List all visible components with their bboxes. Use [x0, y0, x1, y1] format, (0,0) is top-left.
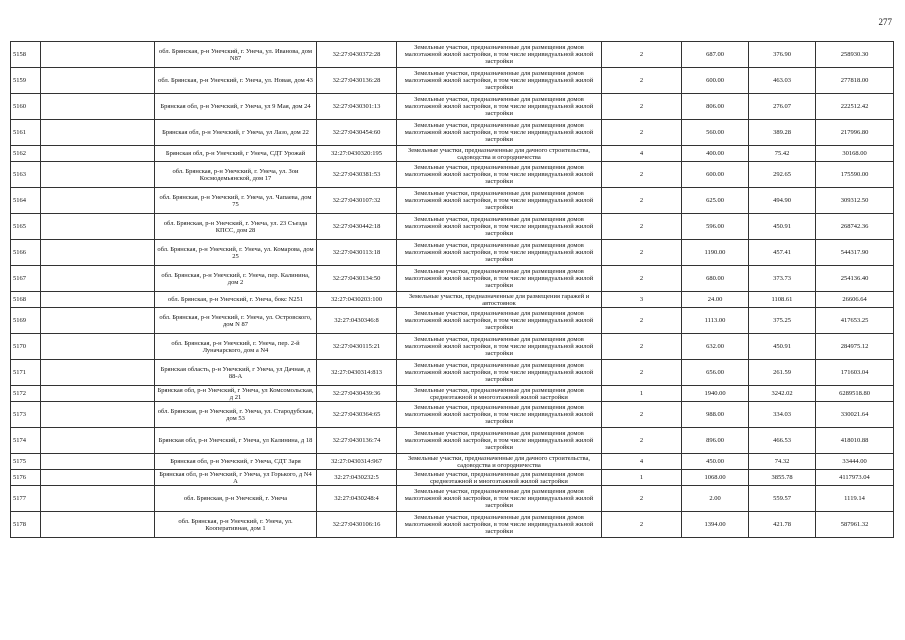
row-number: 5175 — [11, 454, 41, 470]
row-number: 5168 — [11, 292, 41, 308]
spacer-cell — [41, 214, 155, 240]
group-number-cell: 2 — [602, 162, 682, 188]
spacer-cell — [41, 68, 155, 94]
spacer-cell — [41, 512, 155, 538]
address-cell: Брянская обл, р-н Унечский, г Унеча, ул Комсомольская, д 21 — [155, 386, 317, 402]
land-use-cell: Земельные участки, предназначенные для размещения домов малоэтажной жилой застройки, в том числе индивидуальной жилой застройки — [397, 94, 602, 120]
area-cell: 596.00 — [682, 214, 749, 240]
address-cell: обл. Брянская, р-н Унечский, г. Унеча, ул. Новая, дом 43 — [155, 68, 317, 94]
group-number-cell: 2 — [602, 188, 682, 214]
table-row — [11, 188, 894, 214]
land-use-cell: Земельные участки, предназначенные для размещения домов малоэтажной жилой застройки, в том числе индивидуальной жилой застройки — [397, 266, 602, 292]
table-row — [11, 334, 894, 360]
cadastral-value-cell: 268742.36 — [816, 214, 894, 240]
group-number-cell: 3 — [602, 292, 682, 308]
table-row — [11, 470, 894, 486]
specific-value-cell: 292.65 — [749, 162, 816, 188]
specific-value-cell: 457.41 — [749, 240, 816, 266]
cadastral-value-cell: 26606.64 — [816, 292, 894, 308]
specific-value-cell: 389.28 — [749, 120, 816, 146]
land-use-cell: Земельные участки, предназначенные для размещения домов малоэтажной жилой застройки, в том числе индивидуальной жилой застройки — [397, 214, 602, 240]
table-row — [11, 386, 894, 402]
address-cell: обл. Брянская, р-н Унечский, г. Унеча, ул. Островского, дом N 87 — [155, 308, 317, 334]
group-number-cell: 2 — [602, 94, 682, 120]
spacer-cell — [41, 266, 155, 292]
specific-value-cell: 3242.02 — [749, 386, 816, 402]
cadastral-number-cell: 32:27:0430203:100 — [317, 292, 397, 308]
table-row — [11, 266, 894, 292]
table-row — [11, 308, 894, 334]
row-number: 5173 — [11, 402, 41, 428]
row-number: 5165 — [11, 214, 41, 240]
group-number-cell: 4 — [602, 454, 682, 470]
cadastral-number-cell: 32:27:0430301:13 — [317, 94, 397, 120]
land-use-cell: Земельные участки, предназначенные для размещения домов среднеэтажной и многоэтажной жилой застройки — [397, 470, 602, 486]
land-use-cell: Земельные участки, предназначенные для размещения домов малоэтажной жилой застройки, в том числе индивидуальной жилой застройки — [397, 402, 602, 428]
group-number-cell: 2 — [602, 266, 682, 292]
group-number-cell: 2 — [602, 428, 682, 454]
row-number: 5174 — [11, 428, 41, 454]
spacer-cell — [41, 120, 155, 146]
area-cell: 2.00 — [682, 486, 749, 512]
area-cell: 24.00 — [682, 292, 749, 308]
address-cell: Брянская обл, р-н Унечский, г Унеча, СДТ Заря — [155, 454, 317, 470]
land-use-cell: Земельные участки, предназначенные для дачного строительства, садоводства и огородничества — [397, 146, 602, 162]
group-number-cell: 2 — [602, 334, 682, 360]
cadastral-number-cell: 32:27:0430381:53 — [317, 162, 397, 188]
area-cell: 1068.00 — [682, 470, 749, 486]
address-cell: обл. Брянская, р-н Унечский, г. Унеча, ул. Кооперативная, дом 1 — [155, 512, 317, 538]
address-cell: обл. Брянская, р-н Унечский, г. Унеча, ул. Иванова, дом N87 — [155, 42, 317, 68]
spacer-cell — [41, 334, 155, 360]
cadastral-value-cell: 30168.00 — [816, 146, 894, 162]
specific-value-cell: 75.42 — [749, 146, 816, 162]
address-cell: обл. Брянская, р-н Унечский, г. Унеча, ул. Зои Космодемьянской, дом 17 — [155, 162, 317, 188]
area-cell: 600.00 — [682, 162, 749, 188]
group-number-cell: 2 — [602, 486, 682, 512]
spacer-cell — [41, 292, 155, 308]
area-cell: 625.00 — [682, 188, 749, 214]
table-row — [11, 120, 894, 146]
address-cell: Брянская обл, р-н Унечский, г Унеча, ул Горького, д N4 А — [155, 470, 317, 486]
area-cell: 450.00 — [682, 454, 749, 470]
cadastral-value-cell: 217996.80 — [816, 120, 894, 146]
cadastral-number-cell: 32:27:0430134:50 — [317, 266, 397, 292]
area-cell: 1190.00 — [682, 240, 749, 266]
cadastral-number-cell: 32:27:0430248:4 — [317, 486, 397, 512]
address-cell: обл. Брянская, р-н Унечский, г. Унеча, бокс N251 — [155, 292, 317, 308]
cadastral-number-cell: 32:27:0430372:28 — [317, 42, 397, 68]
row-number: 5159 — [11, 68, 41, 94]
spacer-cell — [41, 454, 155, 470]
group-number-cell: 1 — [602, 386, 682, 402]
land-use-cell: Земельные участки, предназначенные для размещения домов малоэтажной жилой застройки, в том числе индивидуальной жилой застройки — [397, 120, 602, 146]
cadastral-value-cell: 418010.88 — [816, 428, 894, 454]
specific-value-cell: 276.07 — [749, 94, 816, 120]
address-cell: обл. Брянская, р-н Унечский, г. Унеча, пер. Калинина, дом 2 — [155, 266, 317, 292]
cadastral-value-cell: 33444.00 — [816, 454, 894, 470]
group-number-cell: 4 — [602, 146, 682, 162]
row-number: 5167 — [11, 266, 41, 292]
row-number: 5172 — [11, 386, 41, 402]
spacer-cell — [41, 42, 155, 68]
address-cell: Брянская обл, р-н Унечский, г Унеча, СДТ Урожай — [155, 146, 317, 162]
address-cell: Брянская обл, р-н Унечский, г Унеча, ул 9 Мая, дом 24 — [155, 94, 317, 120]
row-number: 5160 — [11, 94, 41, 120]
row-number: 5171 — [11, 360, 41, 386]
row-number: 5177 — [11, 486, 41, 512]
specific-value-cell: 1108.61 — [749, 292, 816, 308]
area-cell: 680.00 — [682, 266, 749, 292]
cadastral-value-cell: 587961.32 — [816, 512, 894, 538]
row-number: 5158 — [11, 42, 41, 68]
specific-value-cell: 74.32 — [749, 454, 816, 470]
group-number-cell: 2 — [602, 402, 682, 428]
land-use-cell: Земельные участки, предназначенные для размещения домов малоэтажной жилой застройки, в том числе индивидуальной жилой застройки — [397, 42, 602, 68]
specific-value-cell: 261.59 — [749, 360, 816, 386]
spacer-cell — [41, 386, 155, 402]
group-number-cell: 2 — [602, 68, 682, 94]
cadastral-number-cell: 32:27:0430107:32 — [317, 188, 397, 214]
area-cell: 896.00 — [682, 428, 749, 454]
group-number-cell: 1 — [602, 470, 682, 486]
land-use-cell: Земельные участки, предназначенные для размещения домов малоэтажной жилой застройки, в том числе индивидуальной жилой застройки — [397, 486, 602, 512]
cadastral-value-cell: 309312.50 — [816, 188, 894, 214]
cadastral-number-cell: 32:27:0430320:195 — [317, 146, 397, 162]
specific-value-cell: 463.03 — [749, 68, 816, 94]
cadastral-number-cell: 32:27:0430454:60 — [317, 120, 397, 146]
cadastral-number-cell: 32:27:0430232:5 — [317, 470, 397, 486]
area-cell: 600.00 — [682, 68, 749, 94]
table-row — [11, 214, 894, 240]
spacer-cell — [41, 308, 155, 334]
row-number: 5178 — [11, 512, 41, 538]
table-row — [11, 68, 894, 94]
row-number: 5170 — [11, 334, 41, 360]
cadastral-number-cell: 32:27:0430136:28 — [317, 68, 397, 94]
specific-value-cell: 466.53 — [749, 428, 816, 454]
land-use-cell: Земельные участки, предназначенные для дачного строительства, садоводства и огородничества — [397, 454, 602, 470]
address-cell: обл. Брянская, р-н Унечский, г. Унеча, ул. Комарова, дом 25 — [155, 240, 317, 266]
spacer-cell — [41, 162, 155, 188]
group-number-cell: 2 — [602, 512, 682, 538]
land-use-cell: Земельные участки, предназначенные для размещения домов малоэтажной жилой застройки, в том числе индивидуальной жилой застройки — [397, 360, 602, 386]
spacer-cell — [41, 146, 155, 162]
specific-value-cell: 421.78 — [749, 512, 816, 538]
row-number: 5162 — [11, 146, 41, 162]
cadastral-value-cell: 171603.04 — [816, 360, 894, 386]
row-number: 5166 — [11, 240, 41, 266]
specific-value-cell: 450.91 — [749, 214, 816, 240]
table-row — [11, 360, 894, 386]
table-row — [11, 42, 894, 68]
spacer-cell — [41, 360, 155, 386]
cadastral-number-cell: 32:27:0430364:65 — [317, 402, 397, 428]
specific-value-cell: 373.73 — [749, 266, 816, 292]
specific-value-cell: 3855.78 — [749, 470, 816, 486]
cadastral-value-cell: 544317.90 — [816, 240, 894, 266]
group-number-cell: 2 — [602, 120, 682, 146]
spacer-cell — [41, 470, 155, 486]
address-cell: обл. Брянская, р-н Унечский, г. Унеча, ул. Чапаева, дом 75 — [155, 188, 317, 214]
spacer-cell — [41, 402, 155, 428]
cadastral-number-cell: 32:27:0430439:36 — [317, 386, 397, 402]
cadastral-value-cell: 1119.14 — [816, 486, 894, 512]
table-row — [11, 292, 894, 308]
address-cell: Брянская обл, р-н Унечский, г Унеча, ул Калинина, д 18 — [155, 428, 317, 454]
area-cell: 806.00 — [682, 94, 749, 120]
specific-value-cell: 375.25 — [749, 308, 816, 334]
cadastral-number-cell: 32:27:0430314:967 — [317, 454, 397, 470]
group-number-cell: 2 — [602, 308, 682, 334]
land-use-cell: Земельные участки, предназначенные для размещения домов малоэтажной жилой застройки, в том числе индивидуальной жилой застройки — [397, 308, 602, 334]
area-cell: 1394.00 — [682, 512, 749, 538]
area-cell: 560.00 — [682, 120, 749, 146]
cadastral-number-cell: 32:27:0430113:18 — [317, 240, 397, 266]
cadastral-number-cell: 32:27:0430314:813 — [317, 360, 397, 386]
land-use-cell: Земельные участки, предназначенные для размещения домов малоэтажной жилой застройки, в том числе индивидуальной жилой застройки — [397, 334, 602, 360]
table-body — [11, 42, 894, 538]
cadastral-value-table — [10, 41, 894, 538]
group-number-cell: 2 — [602, 42, 682, 68]
cadastral-value-cell: 258930.30 — [816, 42, 894, 68]
address-cell: Брянская область, р-н Унечский, г Унеча, ул Дачная, д 88-А — [155, 360, 317, 386]
table-row — [11, 486, 894, 512]
cadastral-value-cell: 222512.42 — [816, 94, 894, 120]
spacer-cell — [41, 94, 155, 120]
group-number-cell: 2 — [602, 360, 682, 386]
land-use-cell: Земельные участки, предназначенные для размещения домов малоэтажной жилой застройки, в том числе индивидуальной жилой застройки — [397, 240, 602, 266]
area-cell: 988.00 — [682, 402, 749, 428]
page-number: 277 — [878, 17, 892, 27]
cadastral-number-cell: 32:27:0430442:18 — [317, 214, 397, 240]
cadastral-value-cell: 417653.25 — [816, 308, 894, 334]
cadastral-number-cell: 32:27:0430106:16 — [317, 512, 397, 538]
land-use-cell: Земельные участки, предназначенные для размещения домов малоэтажной жилой застройки, в том числе индивидуальной жилой застройки — [397, 428, 602, 454]
address-cell: обл. Брянская, р-н Унечский, г. Унеча, ул. 23 Съезда КПСС, дом 28 — [155, 214, 317, 240]
specific-value-cell: 376.90 — [749, 42, 816, 68]
row-number: 5164 — [11, 188, 41, 214]
land-use-cell: Земельные участки, предназначенные для размещения домов малоэтажной жилой застройки, в том числе индивидуальной жилой застройки — [397, 188, 602, 214]
cadastral-value-cell: 284975.12 — [816, 334, 894, 360]
area-cell: 656.00 — [682, 360, 749, 386]
spacer-cell — [41, 240, 155, 266]
table-row — [11, 162, 894, 188]
land-use-cell: Земельные участки, предназначенные для размещения домов среднеэтажной и многоэтажной жилой застройки — [397, 386, 602, 402]
cadastral-value-cell: 4117973.04 — [816, 470, 894, 486]
table-row — [11, 402, 894, 428]
table-row — [11, 512, 894, 538]
area-cell: 400.00 — [682, 146, 749, 162]
address-cell: Брянская обл, р-н Унечский, г Унеча, ул Лазо, дом 22 — [155, 120, 317, 146]
cadastral-value-cell: 330021.64 — [816, 402, 894, 428]
cadastral-number-cell: 32:27:0430136:74 — [317, 428, 397, 454]
table-row — [11, 428, 894, 454]
cadastral-value-cell: 277818.00 — [816, 68, 894, 94]
land-use-cell: Земельные участки, предназначенные для размещения гаражей и автостоянок — [397, 292, 602, 308]
cadastral-number-cell: 32:27:0430115:21 — [317, 334, 397, 360]
group-number-cell: 2 — [602, 240, 682, 266]
area-cell: 1113.00 — [682, 308, 749, 334]
specific-value-cell: 494.90 — [749, 188, 816, 214]
row-number: 5176 — [11, 470, 41, 486]
table-row — [11, 454, 894, 470]
cadastral-value-cell: 254136.40 — [816, 266, 894, 292]
address-cell: обл. Брянская, р-н Унечский, г. Унеча — [155, 486, 317, 512]
address-cell: обл. Брянская, р-н Унечский, г. Унеча, пер. 2-й Луначарского, дом а N4 — [155, 334, 317, 360]
row-number: 5169 — [11, 308, 41, 334]
table-row — [11, 240, 894, 266]
cadastral-value-cell: 6289518.80 — [816, 386, 894, 402]
row-number: 5163 — [11, 162, 41, 188]
spacer-cell — [41, 486, 155, 512]
area-cell: 632.00 — [682, 334, 749, 360]
land-use-cell: Земельные участки, предназначенные для размещения домов малоэтажной жилой застройки, в том числе индивидуальной жилой застройки — [397, 68, 602, 94]
address-cell: обл. Брянская, р-н Унечский, г. Унеча, ул. Стародубская, дом 53 — [155, 402, 317, 428]
spacer-cell — [41, 428, 155, 454]
specific-value-cell: 334.03 — [749, 402, 816, 428]
area-cell: 687.00 — [682, 42, 749, 68]
cadastral-number-cell: 32:27:0430346:8 — [317, 308, 397, 334]
area-cell: 1940.00 — [682, 386, 749, 402]
row-number: 5161 — [11, 120, 41, 146]
land-use-cell: Земельные участки, предназначенные для размещения домов малоэтажной жилой застройки, в том числе индивидуальной жилой застройки — [397, 512, 602, 538]
table-row — [11, 146, 894, 162]
land-use-cell: Земельные участки, предназначенные для размещения домов малоэтажной жилой застройки, в том числе индивидуальной жилой застройки — [397, 162, 602, 188]
table-row — [11, 94, 894, 120]
group-number-cell: 2 — [602, 214, 682, 240]
specific-value-cell: 450.91 — [749, 334, 816, 360]
spacer-cell — [41, 188, 155, 214]
cadastral-value-cell: 175590.00 — [816, 162, 894, 188]
specific-value-cell: 559.57 — [749, 486, 816, 512]
